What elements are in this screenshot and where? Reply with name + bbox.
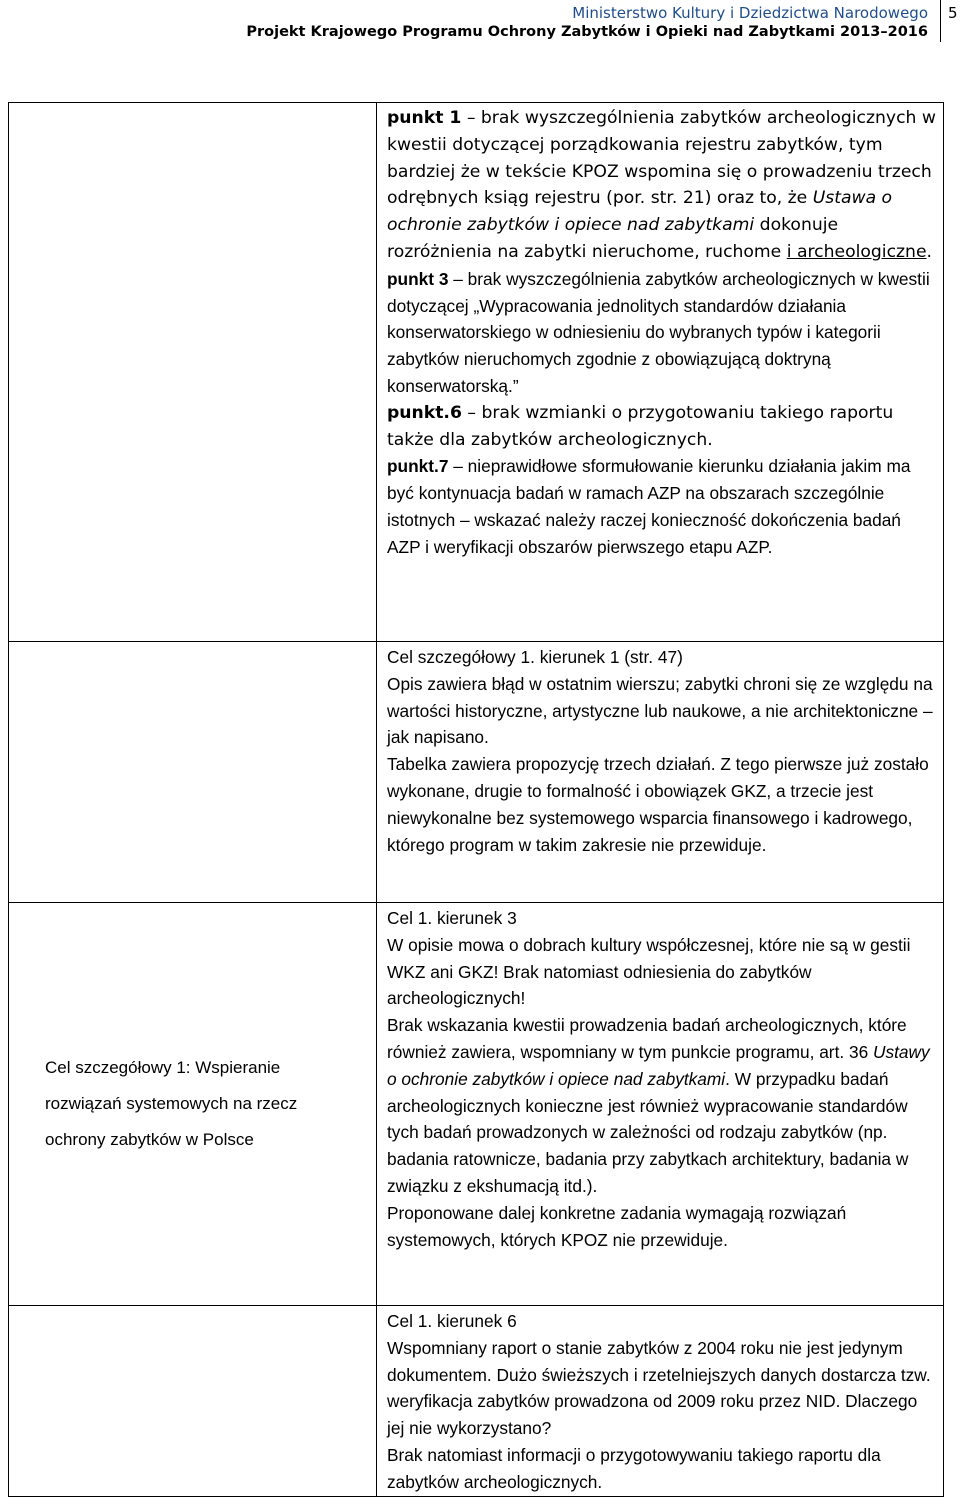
comment-paragraph: Brak natomiast informacji o przygotowywaniu takiego raportu dla zabytków archeologicznych.	[387, 1444, 881, 1492]
comment-paragraph: Opis zawiera błąd w ostatnim wierszu; zabytki chroni się ze względu na wartości historyczne, artystyczne lub naukowe, a nie architektoniczne – jak napisano.	[387, 673, 933, 748]
point-1-head: punkt 1	[387, 108, 462, 128]
section-title: Cel 1. kierunek 6	[387, 1311, 517, 1331]
table-row	[9, 103, 944, 642]
comment-paragraph	[387, 1012, 937, 1200]
point-1-underlined: i archeologiczne	[786, 241, 927, 262]
table-row	[9, 642, 944, 903]
comment-cell-points	[377, 103, 944, 642]
point-7-paragraph	[387, 453, 937, 560]
comment-text: . W przypadku badań archeologicznych konieczne jest również wypracowanie standardów tych badań prowadzonych w zależności od rodzaju zabytków (np. badania ratownicze, badania przy zabytkach architektury, badania w związku z ekshumacją itd.).	[387, 1068, 909, 1196]
law-title-italic: Ustawa o ochronie zabytków i opiece nad zabytkami	[387, 188, 893, 236]
header-ministry: Ministerstwo Kultury i Dziedzictwa Narodowego	[572, 4, 928, 22]
point-1-text-c: .	[926, 241, 932, 262]
point-1-text: – brak wyszczególnienia zabytków archeologicznych w kwestii dotyczącej porządkowania rejestru zabytków, tym bardziej że w tekście KPOZ wspomina się o prowadzeniu trzech odrębnych ksiąg rejestru (por. str. 21) oraz to, że	[387, 108, 936, 209]
law-title-italic: Ustawy o ochronie zabytków i opiece nad zabytkami	[387, 1041, 930, 1089]
point-7-head: punkt.7	[387, 456, 449, 477]
comment-cell-kierunek-3	[377, 903, 944, 1306]
point-6-paragraph	[387, 400, 937, 454]
left-cell-empty	[9, 103, 377, 642]
comment-paragraph: Tabelka zawiera propozycję trzech działań. Z tego pierwsze już zostało wykonane, drugie to formalność i obowiązek GKZ, a trzecie jest niewykonalne bez systemowego wsparcia finansowego i kadrowego, którego program w takim zakresie nie przewiduje.	[387, 754, 929, 855]
comments-table	[8, 102, 944, 1497]
table-row	[9, 903, 944, 1306]
left-cell-empty	[9, 1306, 377, 1497]
comment-paragraph: Wspomniany raport o stanie zabytków z 2004 roku nie jest jedynym dokumentem. Dużo świeższych i rzetelniejszych danych dostarcza tzw. weryfikacja zabytków prowadzona od 2009 roku przez NID. Dlaczego jej nie wykorzystano?	[387, 1337, 931, 1439]
left-cell-empty	[9, 642, 377, 903]
goal-label: Cel szczegółowy 1: Wspieranie rozwiązań systemowych na rzecz ochrony zabytków w Polsce	[45, 1058, 298, 1149]
section-title: Cel szczegółowy 1. kierunek 1 (str. 47)	[387, 647, 683, 667]
page-header	[0, 0, 960, 48]
header-project: Projekt Krajowego Programu Ochrony Zabytków i Opieki nad Zabytkami 2013–2016	[246, 24, 928, 40]
point-1-paragraph	[387, 105, 937, 266]
header-divider	[940, 0, 941, 42]
point-6-text: – brak wzmianki o przygotowaniu takiego raportu także dla zabytków archeologicznych.	[387, 402, 894, 450]
comment-paragraph: Proponowane dalej konkretne zadania wymagają rozwiązań systemowych, których KPOZ nie przewiduje.	[387, 1202, 847, 1250]
point-3-paragraph	[387, 266, 937, 400]
left-cell-goal	[9, 903, 377, 1306]
point-7-text: – nieprawidłowe sformułowanie kierunku działania jakim ma być kontynuacja badań w ramach AZP na obszarach szczególnie istotnych – wskazać należy raczej konieczność dokończenia badań AZP i weryfikacji obszarów pierwszego etapu AZP.	[387, 456, 911, 557]
comment-cell-kierunek-6	[377, 1306, 944, 1497]
point-3-text: – brak wyszczególnienia zabytków archeologicznych w kwestii dotyczącej „Wypracowania jednolitych standardów działania konserwatorskiego w odniesieniu do wybranych typów i kategorii zabytków nieruchomych zgodnie z obowiązującą doktryną konserwatorską.”	[387, 268, 930, 396]
comment-paragraph: W opisie mowa o dobrach kultury współczesnej, które nie są w gestii WKZ ani GKZ! Brak natomiast odniesienia do zabytków archeologicznych!	[387, 934, 911, 1009]
point-1-text-b: dokonuje rozróżnienia na zabytki nieruchome, ruchome	[387, 215, 839, 262]
point-3-head: punkt 3	[387, 268, 449, 289]
page-number: 5	[948, 4, 958, 22]
point-6-head: punkt.6	[387, 402, 462, 423]
comment-text: Brak wskazania kwestii prowadzenia badań archeologicznych, które również zawiera, wspomniany w tym punkcie programu, art. 36	[387, 1015, 907, 1062]
table-row	[9, 1306, 944, 1497]
comment-cell-kierunek-1	[377, 642, 944, 903]
section-title: Cel 1. kierunek 3	[387, 908, 517, 928]
